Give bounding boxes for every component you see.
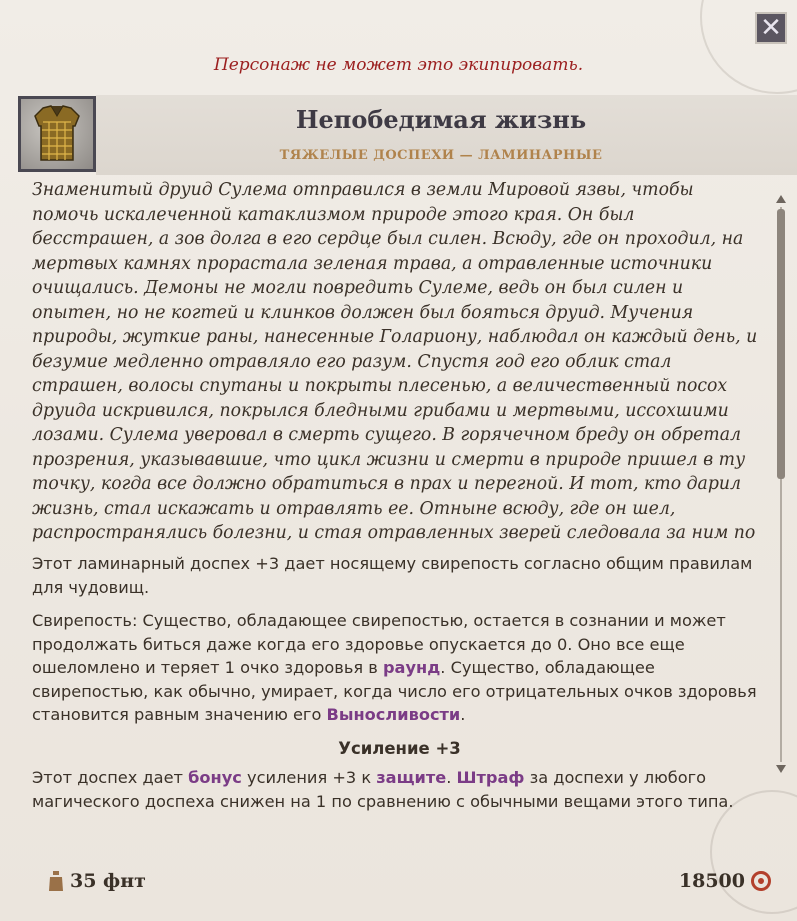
scrollbar[interactable] (776, 195, 786, 775)
item-description (32, 552, 767, 823)
item-icon-frame (18, 96, 96, 172)
item-title: Непобедимая жизнь (295, 105, 587, 134)
close-button[interactable] (755, 12, 787, 44)
description-paragraph: Этот ламинарный доспех +3 дает носящему свирепость согласно общим правилам для чудовищ. (32, 554, 753, 597)
item-type-subtitle: ТЯЖЕЛЫЕ ДОСПЕХИ — ЛАМИНАРНЫЕ (279, 148, 603, 163)
keyword-link-bonus[interactable]: бонус (188, 768, 242, 787)
lore-text-scroll-area[interactable] (32, 178, 760, 543)
scroll-up-arrow-icon[interactable] (776, 195, 786, 203)
lamellar-armor-icon (29, 104, 85, 164)
enhancement-paragraph: Этот доспех дает бонус усиления +3 к защите. Штраф за доспехи у любого магического доспеха снижен на 1 по сравнению с обычными вещами этого типа. (32, 768, 734, 811)
keyword-link-constitution[interactable]: Выносливости (326, 705, 461, 724)
price-value: 18500 (678, 870, 745, 892)
keyword-link-penalty[interactable]: Штраф (456, 768, 525, 787)
equip-warning: Персонаж не может это экипировать. (213, 55, 584, 75)
scroll-down-arrow-icon[interactable] (776, 765, 786, 773)
keyword-link-round[interactable]: раунд (382, 658, 441, 677)
ferocity-paragraph: Свирепость: Существо, обладающее свирепостью, остается в сознании и может продолжать биться даже когда его здоровье опускается до 0. Оно все еще ошеломлено и теряет 1 очко здоровья в раунд. Существо, обладающее свирепостью, как обычно, умирает, когда число его отрицательных очков здоровья становится равным значению его Выносливости. (32, 611, 757, 724)
item-price (679, 870, 771, 892)
keyword-link-ac[interactable]: защите (376, 768, 447, 787)
close-icon: ✕ (760, 13, 782, 43)
weight-icon (48, 870, 64, 892)
scroll-thumb[interactable] (777, 209, 785, 479)
weight-value: 35 фнт (70, 870, 146, 892)
coin-icon (751, 871, 771, 891)
item-weight (48, 870, 146, 892)
enhancement-title: Усиление +3 (338, 738, 461, 758)
lore-text: Знаменитый друид Сулема отправился в земли Мировой язвы, чтобы помочь искалеченной катаклизмом природе этого края. Он был бесстрашен, а зов долга в его сердце был силен. Всюду, где он проходил, на мертвых камнях прорастала зеленая трава, а отравленные источники очищались. Демоны не могли повредить Сулеме, ведь он был силен и опытен, но не когтей и клинков должен был бояться друид. Мучения природы, жуткие раны, нанесенные Голариону, наблюдал он каждый день, и безумие медленно отравляло его разум. Спустя год его облик стал страшен, волосы спутаны и покрыты плесенью, а величественный посох друида искривился, покрылся бледными грибами и мертвыми, иссохшими лозами. Сулема уверовал в смерть сущего. В горячечном бреду он обретал прозрения, указывавшие, что цикл жизни и смерти в природе пришел в ту точку, когда все должно обратиться в прах и перегной. И тот, кто дарил жизнь, стал искажать и отравлять ее. Отныне всюду, где он шел, распространялись болезни, и стая отравленных зверей следовала за ним по (32, 180, 758, 543)
